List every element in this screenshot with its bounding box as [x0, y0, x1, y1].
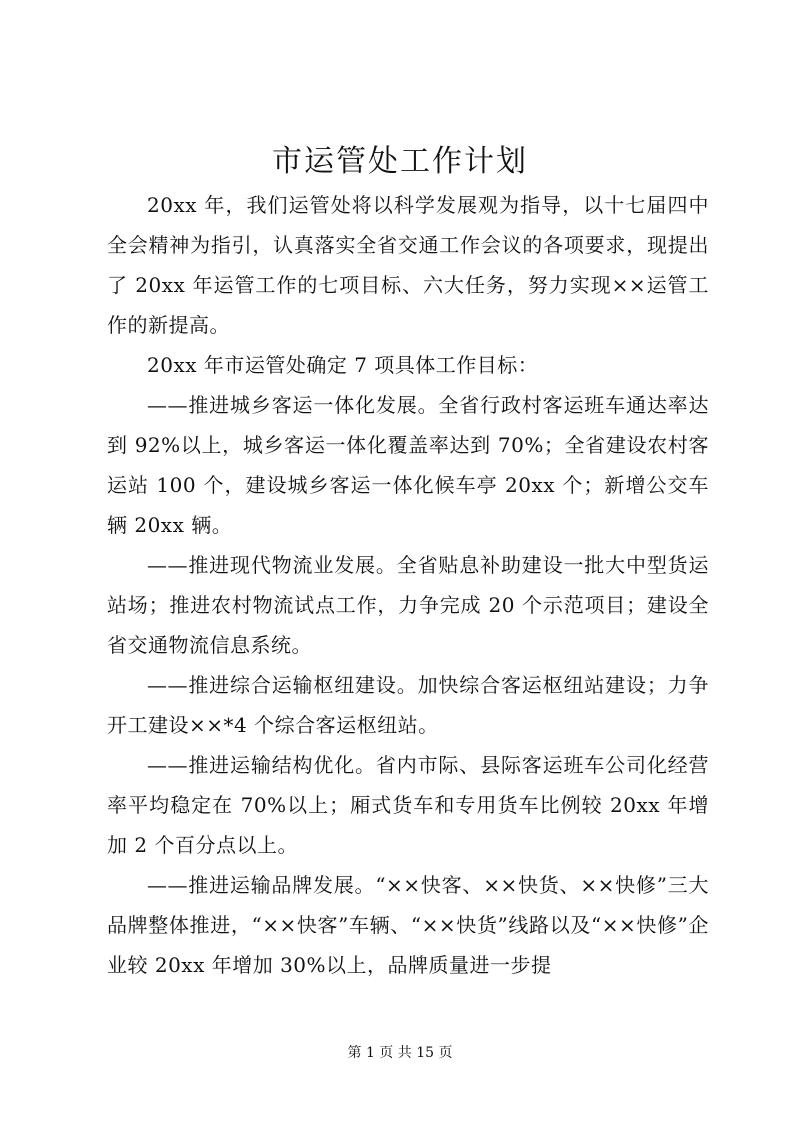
paragraph-intro: 20xx 年，我们运管处将以科学发展观为指导，以十七届四中全会精神为指引，认真落实全省交通工作会议的各项要求，现提出了 20xx 年运管工作的七项目标、六大任务，努力实现××运管工作的新提高。 — [107, 193, 709, 337]
paragraph-goal-logistics: ——推进现代物流业发展。全省贴息补助建设一批大中型货运站场；推进农村物流试点工作，力争完成 20 个示范项目；建设全省交通物流信息系统。 — [107, 553, 709, 657]
paragraph-goal-urban-rural: ——推进城乡客运一体化发展。全省行政村客运班车通达率达到 92%以上，城乡客运一体化覆盖率达到 70%；全省建设农村客运站 100 个，建设城乡客运一体化候车亭 20xx 个；新增公交车辆 20xx 辆。 — [107, 393, 709, 537]
paragraph-goals-heading: 20xx 年市运管处确定 7 项具体工作目标： — [147, 353, 539, 377]
paragraph-goal-brand: ——推进运输品牌发展。“××快客、××快货、××快修”三大品牌整体推进，“××快客”车辆、“××快货”线路以及“××快修”企业较 20xx 年增加 30%以上，品牌质量进一步提 — [107, 873, 709, 977]
document-body — [107, 185, 709, 985]
paragraph-goal-hub: ——推进综合运输枢纽建设。加快综合客运枢纽站建设；力争开工建设××*4 个综合客运枢纽站。 — [107, 673, 709, 737]
paragraph-goal-structure: ——推进运输结构优化。省内市际、县际客运班车公司化经营率平均稳定在 70%以上；厢式货车和专用货车比例较 20xx 年增加 2 个百分点以上。 — [107, 753, 709, 857]
document-title: 市运管处工作计划 — [272, 144, 528, 179]
page-footer: 第 1 页 共 15 页 — [347, 1045, 453, 1061]
